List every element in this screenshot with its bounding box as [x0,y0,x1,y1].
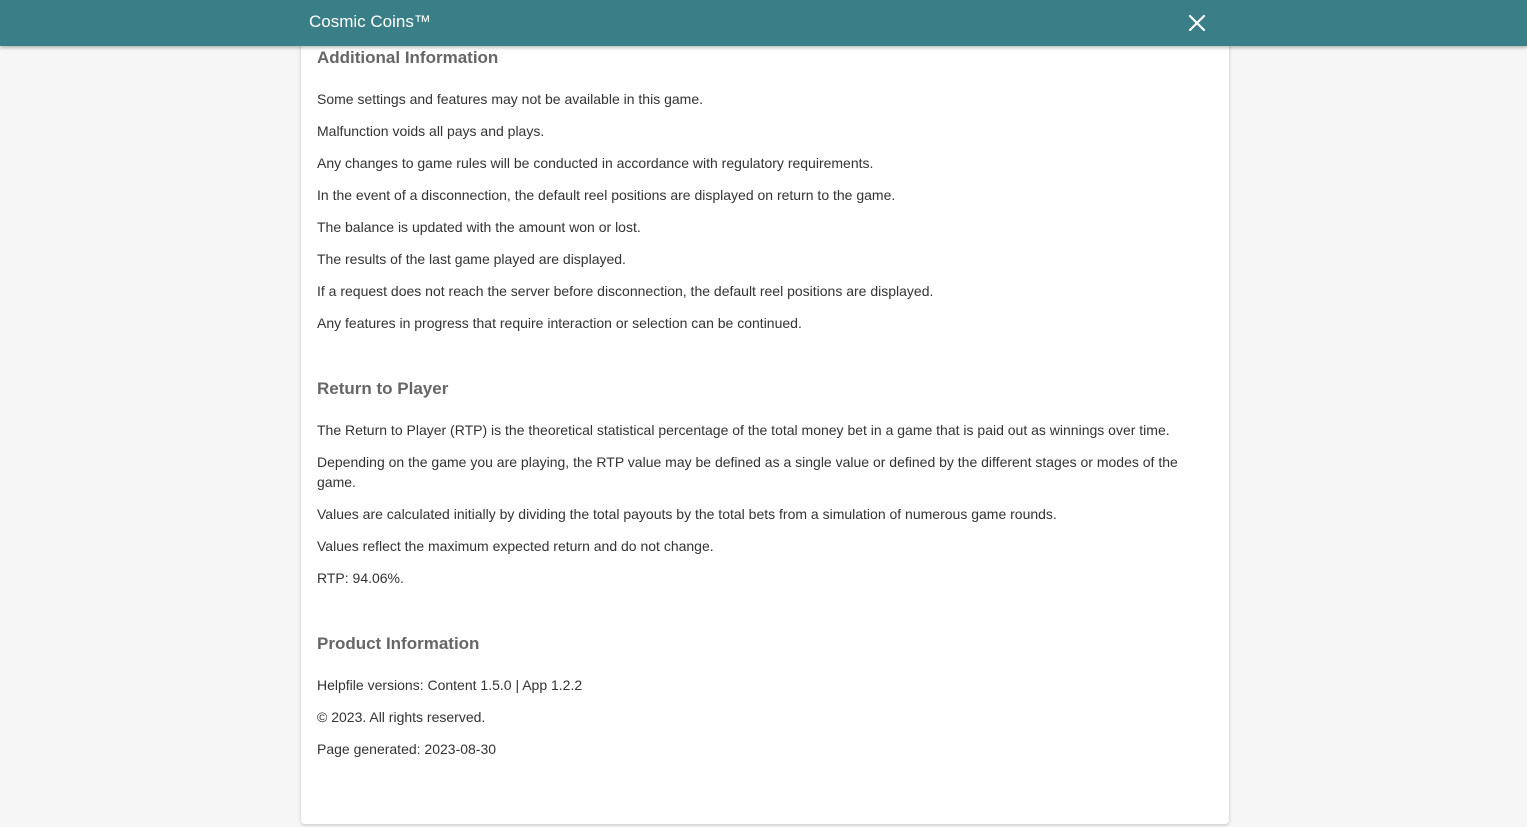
close-icon [1184,10,1210,36]
paragraph: Malfunction voids all pays and plays. [317,123,545,139]
paragraph: In the event of a disconnection, the default reel positions are displayed on return to the game. [317,187,896,203]
paragraph: The results of the last game played are displayed. [317,251,626,267]
section-return-to-player [317,377,1207,588]
help-content [317,46,1207,771]
paragraph: The balance is updated with the amount won or lost. [317,219,641,235]
section-additional-information [317,46,1207,333]
paragraph: Any features in progress that require interaction or selection can be continued. [317,315,802,331]
paragraph: Values are calculated initially by dividing the total payouts by the total bets from a simulation of numerous game rounds. [317,506,1057,522]
close-button[interactable] [1184,10,1210,36]
top-bar [0,0,1527,46]
rtp-value: RTP: 94.06%. [317,570,404,586]
paragraph: Depending on the game you are playing, the RTP value may be defined as a single value or defined by the different stages or modes of the game. [317,454,1178,490]
copyright: © 2023. All rights reserved. [317,709,486,725]
paragraph: The Return to Player (RTP) is the theoretical statistical percentage of the total money bet in a game that is paid out as winnings over time. [317,422,1170,438]
game-title: Cosmic Coins™ [309,12,431,31]
helpfile-versions: Helpfile versions: Content 1.5.0 | App 1.2.2 [317,677,583,693]
section-heading: Return to Player [317,379,449,398]
paragraph: Values reflect the maximum expected return and do not change. [317,538,714,554]
section-product-information [317,632,1207,759]
paragraph: Any changes to game rules will be conducted in accordance with regulatory requirements. [317,155,874,171]
paragraph: If a request does not reach the server before disconnection, the default reel positions are displayed. [317,283,934,299]
section-heading: Product Information [317,634,480,653]
paragraph: Some settings and features may not be available in this game. [317,91,703,107]
help-panel [301,0,1229,824]
page-generated-date: Page generated: 2023-08-30 [317,741,497,757]
section-heading: Additional Information [317,48,499,67]
